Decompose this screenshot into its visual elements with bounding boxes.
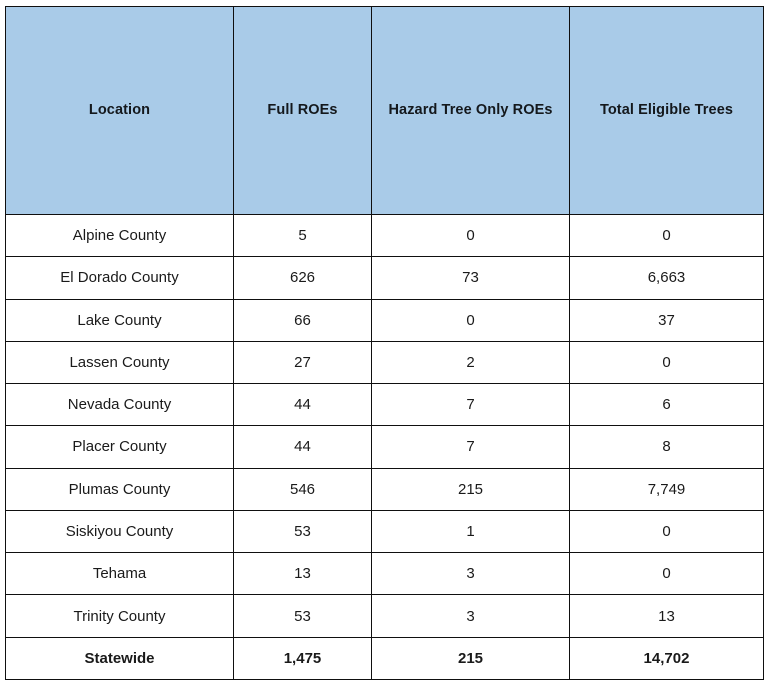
table-row — [6, 426, 764, 468]
cell-hazard-tree-only-roes: 1 — [372, 510, 570, 552]
cell-location: Plumas County — [6, 468, 234, 510]
cell-total-eligible-trees: 7,749 — [570, 468, 764, 510]
cell-total-eligible-trees: 0 — [570, 341, 764, 383]
table-row — [6, 215, 764, 257]
cell-location: Alpine County — [6, 215, 234, 257]
cell-full-roes: 27 — [234, 341, 372, 383]
table-row — [6, 384, 764, 426]
cell-location: Placer County — [6, 426, 234, 468]
cell-full-roes: 626 — [234, 257, 372, 299]
table-row — [6, 299, 764, 341]
cell-location: Tehama — [6, 553, 234, 595]
cell-location: Trinity County — [6, 595, 234, 637]
cell-full-roes: 44 — [234, 426, 372, 468]
cell-hazard-tree-only-roes: 0 — [372, 215, 570, 257]
cell-hazard-tree-only-roes: 215 — [372, 468, 570, 510]
cell-total-eligible-trees: 0 — [570, 553, 764, 595]
table-row — [6, 468, 764, 510]
cell-full-roes: 53 — [234, 595, 372, 637]
cell-hazard-tree-only-roes-total: 215 — [372, 637, 570, 679]
cell-total-eligible-trees: 13 — [570, 595, 764, 637]
table-header-row — [6, 7, 764, 215]
cell-total-eligible-trees: 0 — [570, 215, 764, 257]
column-header-hazard-tree-only-roes: Hazard Tree Only ROEs — [372, 7, 570, 215]
roe-summary-table — [5, 6, 764, 680]
table-row — [6, 553, 764, 595]
cell-total-eligible-trees: 8 — [570, 426, 764, 468]
cell-total-eligible-trees: 0 — [570, 510, 764, 552]
cell-full-roes: 66 — [234, 299, 372, 341]
cell-hazard-tree-only-roes: 7 — [372, 426, 570, 468]
column-header-total-eligible-trees: Total Eligible Trees — [570, 7, 764, 215]
cell-total-eligible-trees: 37 — [570, 299, 764, 341]
table-row — [6, 595, 764, 637]
cell-location: El Dorado County — [6, 257, 234, 299]
cell-hazard-tree-only-roes: 2 — [372, 341, 570, 383]
cell-full-roes: 546 — [234, 468, 372, 510]
cell-hazard-tree-only-roes: 7 — [372, 384, 570, 426]
cell-hazard-tree-only-roes: 73 — [372, 257, 570, 299]
cell-full-roes: 13 — [234, 553, 372, 595]
cell-total-eligible-trees: 6,663 — [570, 257, 764, 299]
cell-location: Lake County — [6, 299, 234, 341]
column-header-location: Location — [6, 7, 234, 215]
cell-hazard-tree-only-roes: 0 — [372, 299, 570, 341]
table-row — [6, 257, 764, 299]
table-total-row — [6, 637, 764, 679]
cell-full-roes: 5 — [234, 215, 372, 257]
cell-location: Nevada County — [6, 384, 234, 426]
table-header — [6, 7, 764, 215]
cell-hazard-tree-only-roes: 3 — [372, 553, 570, 595]
cell-full-roes-total: 1,475 — [234, 637, 372, 679]
table-row — [6, 341, 764, 383]
cell-hazard-tree-only-roes: 3 — [372, 595, 570, 637]
cell-full-roes: 44 — [234, 384, 372, 426]
cell-location: Lassen County — [6, 341, 234, 383]
cell-location-statewide: Statewide — [6, 637, 234, 679]
table-row — [6, 510, 764, 552]
cell-location: Siskiyou County — [6, 510, 234, 552]
cell-total-eligible-trees: 6 — [570, 384, 764, 426]
cell-total-eligible-trees-total: 14,702 — [570, 637, 764, 679]
cell-full-roes: 53 — [234, 510, 372, 552]
column-header-full-roes: Full ROEs — [234, 7, 372, 215]
table-body — [6, 215, 764, 680]
